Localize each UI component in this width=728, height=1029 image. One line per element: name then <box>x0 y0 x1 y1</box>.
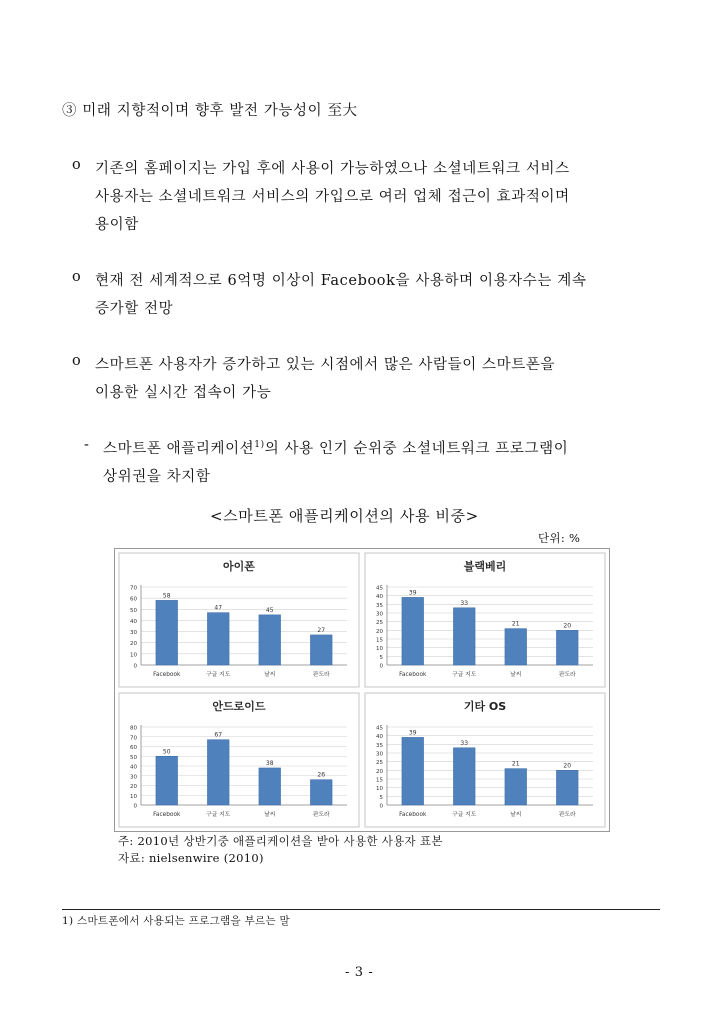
bar <box>402 597 424 665</box>
y-tick-label: 10 <box>130 652 137 659</box>
bar-value-label: 20 <box>563 622 572 630</box>
bar <box>156 756 178 805</box>
chart-panel <box>365 693 605 827</box>
y-tick-label: 0 <box>133 663 137 670</box>
bar-value-label: 39 <box>408 589 417 597</box>
y-tick-label: 5 <box>379 654 383 661</box>
y-tick-label: 60 <box>130 596 137 603</box>
bar-value-label: 50 <box>162 748 171 756</box>
y-tick-label: 20 <box>130 641 137 648</box>
x-tick-label: Facebook <box>153 812 181 818</box>
y-tick-label: 30 <box>376 611 383 618</box>
bar <box>207 613 229 665</box>
x-tick-label: 판도라 <box>558 812 576 818</box>
bar-value-label: 20 <box>563 762 572 770</box>
bullet3-line1: 스마트폰 사용자가 증가하고 있는 시점에서 많은 사람들이 스마트폰을 <box>95 357 556 373</box>
y-tick-label: 70 <box>130 735 137 742</box>
bar-value-label: 58 <box>162 592 171 600</box>
bar-value-label: 21 <box>511 620 520 628</box>
x-tick-label: Facebook <box>153 672 181 678</box>
bullet-marker: o <box>72 269 82 285</box>
section-heading: ③ 미래 지향적이며 향후 발전 가능성이 至大 <box>62 103 358 119</box>
x-tick-label: Facebook <box>399 812 427 818</box>
bar <box>505 629 527 665</box>
y-tick-label: 20 <box>376 768 383 775</box>
figure-caption: <스마트폰 애플리케이션의 사용 비중> <box>210 507 479 525</box>
bar-value-label: 33 <box>460 599 469 607</box>
x-tick-label: 구글 지도 <box>452 672 477 678</box>
y-tick-label: 20 <box>130 784 137 790</box>
y-tick-label: 35 <box>376 602 383 609</box>
y-tick-label: 40 <box>130 618 137 625</box>
y-tick-label: 35 <box>376 742 383 749</box>
figure-note: 주: 2010년 상반기중 애플리케이션을 받아 사용한 사용자 표본 <box>118 834 443 848</box>
y-tick-label: 10 <box>130 793 137 800</box>
y-tick-label: 5 <box>379 794 383 801</box>
y-tick-label: 15 <box>376 777 383 784</box>
y-tick-label: 20 <box>376 628 383 635</box>
bar-value-label: 38 <box>265 759 274 767</box>
bar-value-label: 26 <box>317 771 326 779</box>
bullet-marker: o <box>72 353 82 369</box>
bullet2-line2: 증가할 전망 <box>95 301 174 317</box>
bar <box>556 630 578 665</box>
y-tick-label: 40 <box>376 594 383 601</box>
dash1-line1-pre: 스마트폰 애플리케이션 <box>103 441 255 457</box>
y-tick-label: 80 <box>130 725 137 732</box>
y-tick-label: 60 <box>130 745 137 751</box>
x-tick-label: Facebook <box>399 672 427 678</box>
page-number: - 3 - <box>345 965 374 980</box>
x-tick-label: 판도라 <box>558 672 576 678</box>
bar <box>402 737 424 805</box>
y-tick-label: 0 <box>379 663 383 670</box>
x-tick-label: 날씨 <box>264 812 276 818</box>
dash1-line1-post: 의 사용 인기 순위중 소셜네트워크 프로그램이 <box>264 441 569 457</box>
bar <box>259 615 281 665</box>
bar-value-label: 33 <box>460 739 469 747</box>
x-tick-label: 판도라 <box>312 812 330 818</box>
y-tick-label: 30 <box>130 774 137 781</box>
bullet2-line1: 현재 전 세계적으로 6억명 이상이 Facebook을 사용하며 이용자수는 계속 <box>95 273 587 289</box>
x-tick-label: 날씨 <box>510 672 522 678</box>
bar <box>259 768 281 805</box>
bar <box>156 600 178 665</box>
y-tick-label: 50 <box>130 607 137 614</box>
bar-value-label: 21 <box>511 760 520 768</box>
figure-source: 자료: nielsenwire (2010) <box>118 851 264 865</box>
bar <box>453 748 475 805</box>
bar-value-label: 47 <box>214 604 223 612</box>
footnote-text: 1) 스마트폰에서 사용되는 프로그램을 부르는 말 <box>62 915 290 927</box>
y-tick-label: 0 <box>133 803 137 810</box>
y-tick-label: 10 <box>376 786 383 793</box>
chart-group <box>114 548 610 832</box>
charts-svg <box>115 549 609 831</box>
footnote-divider <box>62 909 660 910</box>
bar <box>453 608 475 665</box>
x-tick-label: 날씨 <box>264 672 276 678</box>
bar <box>505 769 527 805</box>
bullet3-line2: 이용한 실시간 접속이 가능 <box>95 385 272 401</box>
x-tick-label: 판도라 <box>312 672 330 678</box>
y-tick-label: 70 <box>130 585 137 592</box>
bar-value-label: 67 <box>214 731 223 739</box>
y-tick-label: 25 <box>376 760 383 767</box>
chart-title: 안드로이드 <box>212 700 266 713</box>
y-tick-label: 0 <box>379 803 383 810</box>
chart-title: 블랙베리 <box>463 560 507 573</box>
bullet1-line2: 사용자는 소셜네트워크 서비스의 가입으로 여러 업체 접근이 효과적이며 <box>95 189 570 205</box>
x-tick-label: 구글 지도 <box>452 812 477 818</box>
bar <box>310 780 332 805</box>
bullet1-line1: 기존의 홈페이지는 가입 후에 사용이 가능하였으나 소셜네트워크 서비스 <box>95 161 570 177</box>
x-tick-label: 구글 지도 <box>206 812 231 818</box>
dash1-line2: 상위권을 차지함 <box>103 469 211 485</box>
chart-title: 아이폰 <box>223 560 255 573</box>
bar <box>310 635 332 665</box>
y-tick-label: 50 <box>130 754 137 761</box>
bar <box>556 770 578 805</box>
dash1-line1 <box>103 437 568 458</box>
chart-panel <box>365 553 605 687</box>
y-tick-label: 15 <box>376 637 383 644</box>
chart-panel <box>119 553 359 687</box>
y-tick-label: 40 <box>376 734 383 741</box>
y-tick-label: 25 <box>376 620 383 627</box>
unit-label: 단위: % <box>538 531 581 545</box>
x-tick-label: 구글 지도 <box>206 672 231 678</box>
y-tick-label: 45 <box>376 585 383 592</box>
bullet-marker: o <box>72 157 82 173</box>
bar-value-label: 45 <box>265 606 274 614</box>
y-tick-label: 30 <box>130 630 137 637</box>
chart-title: 기타 OS <box>463 700 507 713</box>
footnote-ref[interactable]: 1) <box>254 440 265 451</box>
bar-value-label: 39 <box>408 729 417 737</box>
y-tick-label: 40 <box>130 764 137 771</box>
y-tick-label: 45 <box>376 725 383 732</box>
bar <box>207 740 229 805</box>
bullet1-line3: 용이함 <box>95 217 139 233</box>
x-tick-label: 날씨 <box>510 812 522 818</box>
bar-value-label: 27 <box>317 626 326 634</box>
chart-panel <box>119 693 359 827</box>
y-tick-label: 10 <box>376 646 383 653</box>
dash-marker: - <box>84 437 90 453</box>
y-tick-label: 30 <box>376 751 383 758</box>
